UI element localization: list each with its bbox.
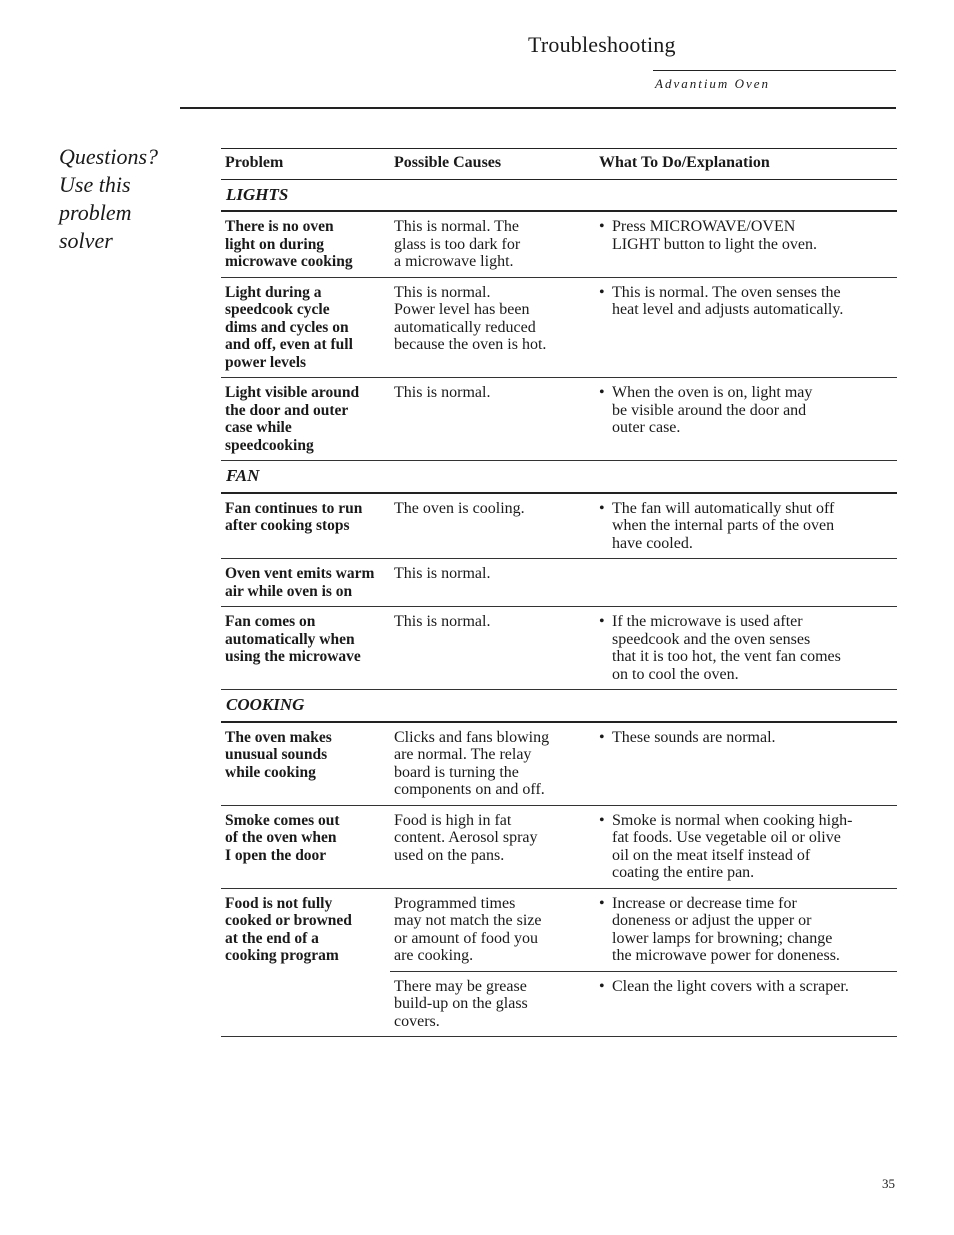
problem-line: of the oven when (225, 829, 337, 846)
remedy-cell (595, 607, 897, 690)
remedy-line: Press MICROWAVE/OVEN (612, 218, 796, 235)
remedy-line: when the internal parts of the oven (612, 517, 835, 534)
cause-line: content. Aerosol spray (394, 829, 538, 846)
cause-line: Power level has been (394, 301, 530, 318)
problem-line: speedcooking (225, 436, 314, 454)
column-header-problem: Problem (221, 149, 390, 180)
cause-line: glass is too dark for (394, 235, 521, 253)
remedy-cell (595, 888, 897, 971)
cause-line: because the oven is hot. (394, 336, 547, 353)
cause-line: This is normal. (394, 613, 491, 630)
remedy-line: Clean the light covers with a scraper. (612, 977, 849, 995)
remedy-cell (595, 722, 897, 806)
troubleshooting-table (221, 148, 897, 1037)
problem-line: light on during (225, 235, 325, 253)
remedy-line: LIGHT button to light the oven. (612, 235, 818, 253)
problem-cell (221, 211, 390, 277)
remedy-item (599, 729, 894, 747)
remedy-line: coating the entire pan. (612, 864, 755, 881)
cause-line: Programmed times (394, 894, 516, 912)
cause-line: are cooking. (394, 947, 474, 964)
remedy-line: Smoke is normal when cooking high- (612, 811, 853, 829)
header-rule (180, 107, 896, 109)
problem-cell (221, 277, 390, 378)
cause-cell (390, 722, 595, 806)
remedy-item (599, 218, 894, 253)
remedy-line: that it is too hot, the vent fan comes (612, 648, 841, 665)
cause-cell (390, 559, 595, 607)
bullet-icon: • (599, 218, 605, 235)
cause-cell (390, 971, 595, 1037)
cause-line: There may be grease (394, 977, 527, 995)
bullet-icon: • (599, 977, 605, 995)
remedy-cell (595, 378, 897, 461)
bullet-icon: • (599, 894, 605, 912)
problem-line: Smoke comes out (225, 811, 340, 829)
problem-line: dims and cycles on (225, 318, 349, 336)
remedy-line: If the microwave is used after (612, 613, 803, 630)
remedy-line: These sounds are normal. (612, 728, 776, 746)
remedy-line: lower lamps for browning; change (612, 929, 833, 947)
remedy-item (599, 812, 894, 882)
problem-line: Light visible around (225, 384, 360, 401)
table-row (221, 805, 897, 888)
problem-line: the door and outer (225, 401, 349, 419)
problem-line: Light during a (225, 283, 322, 301)
remedy-item (599, 500, 894, 553)
sidebar-line: Use this (59, 172, 131, 197)
remedy-line: on to cool the oven. (612, 665, 739, 683)
cause-line: covers. (394, 1012, 440, 1030)
remedy-line: have cooled. (612, 534, 693, 552)
cause-cell (390, 378, 595, 461)
problem-line: power levels (225, 353, 307, 371)
cause-line: This is normal. The (394, 218, 520, 235)
problem-cell (221, 607, 390, 690)
cause-cell (390, 888, 595, 971)
remedy-line: fat foods. Use vegetable oil or olive (612, 829, 841, 846)
cause-line: or amount of food you (394, 929, 538, 947)
problem-line: and off, even at full (225, 336, 353, 353)
problem-line: microwave cooking (225, 253, 353, 270)
remedy-cell (595, 971, 897, 1037)
table-row (221, 277, 897, 378)
table-header-row (221, 149, 897, 180)
column-header-causes: Possible Causes (390, 149, 595, 180)
cause-line: Clicks and fans blowing (394, 728, 550, 746)
problem-line: Fan continues to run (225, 499, 363, 517)
page-title: Troubleshooting (528, 32, 676, 57)
remedy-cell (595, 559, 897, 607)
cause-line: may not match the size (394, 912, 542, 929)
bullet-icon: • (599, 283, 605, 301)
section-row-lights (221, 179, 897, 211)
cause-cell (390, 277, 595, 378)
table-row (221, 559, 897, 607)
section-heading: LIGHTS (221, 179, 897, 211)
page-subtitle: Advantium Oven (655, 76, 771, 91)
remedy-line: be visible around the door and (612, 401, 807, 419)
problem-line: I open the door (225, 846, 327, 864)
table-row (221, 888, 897, 971)
problem-line: cooking program (225, 947, 339, 964)
sidebar-line: solver (59, 228, 113, 253)
remedy-cell (595, 805, 897, 888)
remedy-item (599, 895, 894, 965)
problem-line: while cooking (225, 763, 316, 781)
problem-line: There is no oven (225, 218, 334, 235)
remedy-line: outer case. (612, 419, 681, 436)
bullet-icon: • (599, 811, 605, 829)
section-heading: COOKING (221, 690, 897, 722)
remedy-line: the microwave power for doneness. (612, 947, 840, 964)
remedy-item (599, 384, 894, 437)
remedy-line: heat level and adjusts automatically. (612, 301, 844, 318)
section-row-cooking (221, 690, 897, 722)
cause-line: are normal. The relay (394, 746, 532, 763)
problem-cell (221, 378, 390, 461)
section-row-fan (221, 461, 897, 493)
problem-cell (221, 493, 390, 559)
column-header-explanation: What To Do/Explanation (595, 149, 897, 180)
problem-line: case while (225, 419, 292, 436)
problem-line: using the microwave (225, 648, 361, 665)
cause-cell (390, 805, 595, 888)
problem-cell (221, 888, 390, 1037)
cause-cell (390, 607, 595, 690)
sidebar-line: problem (59, 200, 132, 225)
problem-line: Oven vent emits warm (225, 565, 375, 582)
cause-line: used on the pans. (394, 846, 505, 864)
cause-line: automatically reduced (394, 318, 536, 336)
cause-line: components on and off. (394, 781, 545, 798)
bullet-icon: • (599, 613, 605, 630)
page-number: 35 (882, 1176, 895, 1191)
remedy-line: speedcook and the oven senses (612, 630, 811, 648)
problem-line: Fan comes on (225, 613, 316, 630)
cause-line: board is turning the (394, 763, 519, 781)
table-row (221, 607, 897, 690)
problem-line: Food is not fully (225, 894, 333, 912)
remedy-cell (595, 277, 897, 378)
remedy-item (599, 613, 894, 683)
problem-line: speedcook cycle (225, 301, 330, 318)
remedy-line: doneness or adjust the upper or (612, 912, 812, 929)
problem-line: automatically when (225, 630, 355, 648)
problem-line: after cooking stops (225, 517, 350, 534)
cause-line: build-up on the glass (394, 995, 528, 1012)
table-row (221, 493, 897, 559)
bullet-icon: • (599, 384, 605, 401)
remedy-line: When the oven is on, light may (612, 384, 813, 401)
remedy-line: Increase or decrease time for (612, 894, 797, 912)
section-heading: FAN (221, 461, 897, 493)
remedy-cell (595, 493, 897, 559)
problem-cell (221, 559, 390, 607)
remedy-cell (595, 211, 897, 277)
cause-line: This is normal. (394, 565, 491, 582)
cause-line: Food is high in fat (394, 811, 512, 829)
problem-line: air while oven is on (225, 582, 353, 600)
cause-line: a microwave light. (394, 253, 514, 270)
cause-line: This is normal. (394, 283, 491, 301)
problem-cell (221, 805, 390, 888)
bullet-icon: • (599, 499, 605, 517)
remedy-line: This is normal. The oven senses the (612, 283, 841, 301)
remedy-item (599, 978, 894, 996)
problem-line: cooked or browned (225, 912, 352, 929)
title-rule (653, 70, 896, 71)
problem-cell (221, 722, 390, 806)
table-row (221, 211, 897, 277)
cause-line: This is normal. (394, 384, 491, 401)
problem-line: unusual sounds (225, 746, 328, 763)
sidebar-note (59, 143, 189, 255)
remedy-item (599, 284, 894, 319)
cause-cell (390, 211, 595, 277)
remedy-line: The fan will automatically shut off (612, 499, 835, 517)
table-row (221, 378, 897, 461)
remedy-line: oil on the meat itself instead of (612, 846, 811, 864)
cause-cell (390, 493, 595, 559)
problem-line: at the end of a (225, 929, 319, 947)
problem-line: The oven makes (225, 728, 332, 746)
table-row (221, 722, 897, 806)
cause-line: The oven is cooling. (394, 499, 525, 517)
bullet-icon: • (599, 728, 605, 746)
sidebar-line: Questions? (59, 144, 158, 169)
